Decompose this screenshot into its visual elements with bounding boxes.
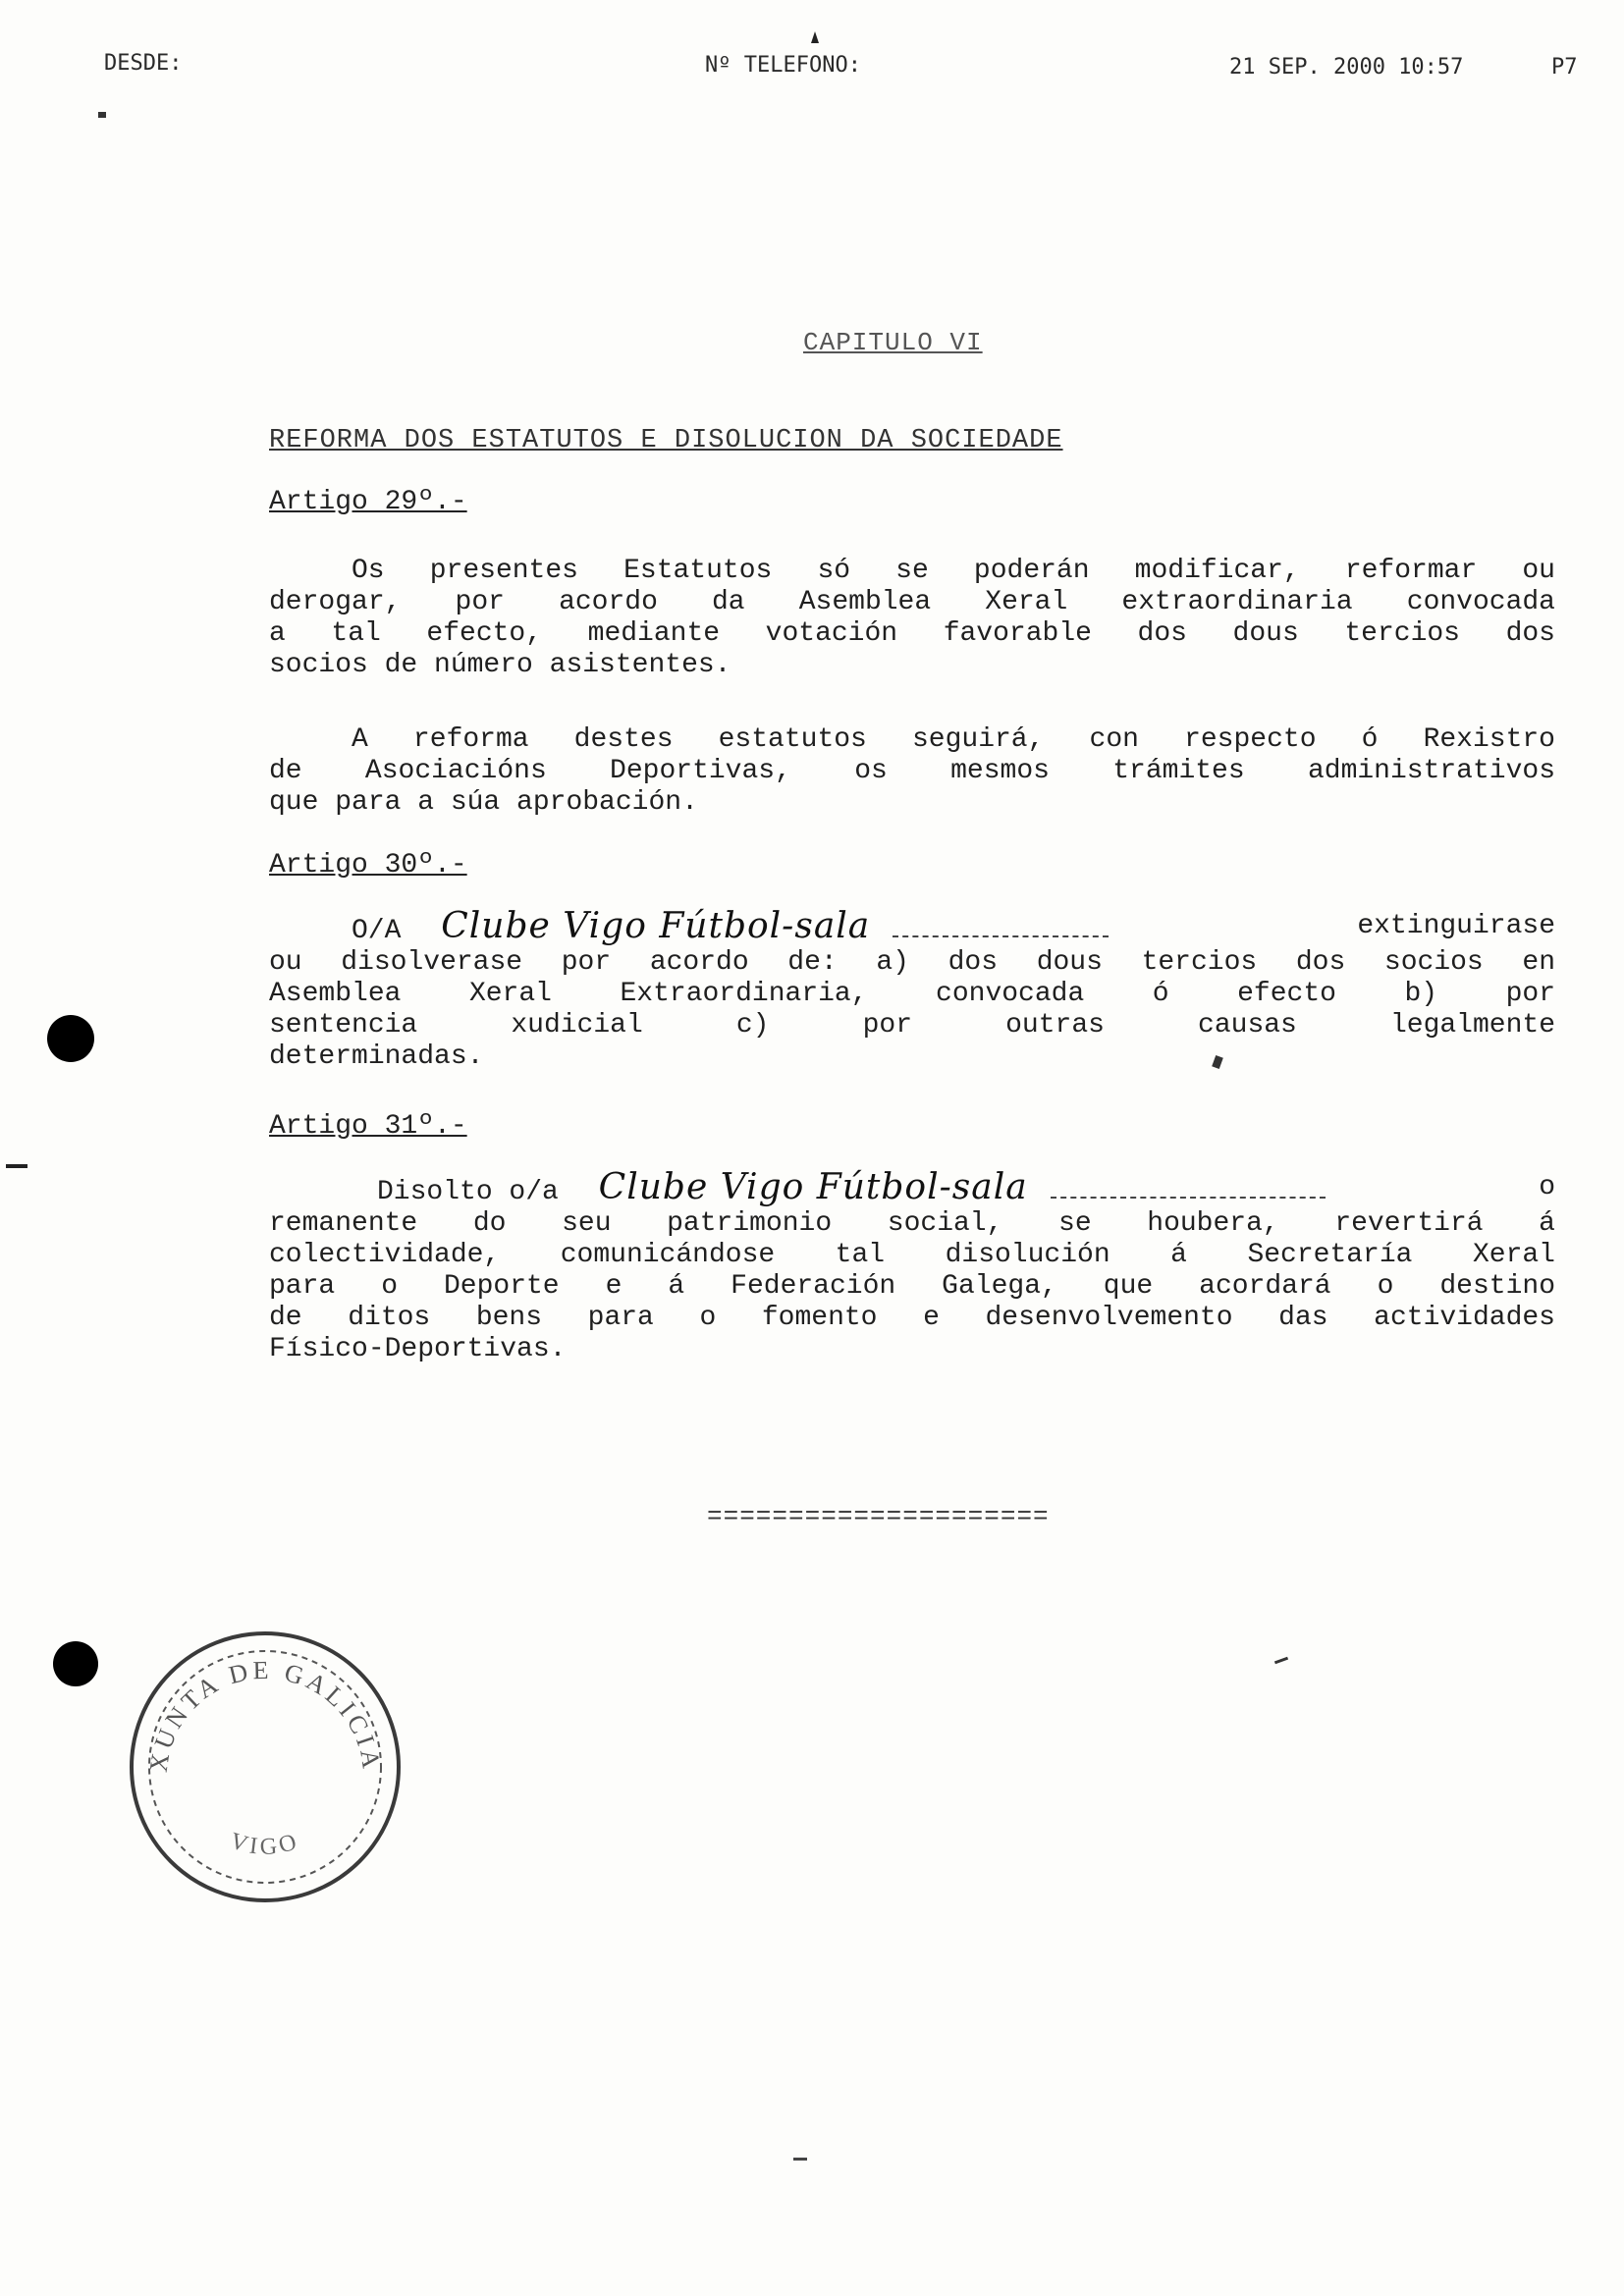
article-31-prefix: Disolto o/a — [377, 1177, 559, 1207]
text-line: Físico-Deportivas. — [269, 1334, 567, 1364]
handwritten-club-name: Clube Vigo Fútbol-sala — [598, 1167, 1028, 1207]
scan-mark — [1274, 1657, 1288, 1665]
text-line: Os presentes Estatutos só se poderán modificar, reformar ou — [352, 556, 1555, 586]
section-divider: ===================== — [707, 1502, 1050, 1531]
fax-datetime: 21 SEP. 2000 10:57 — [1229, 55, 1464, 80]
punch-hole — [47, 1015, 94, 1062]
text-line: ou disolverase por acordo de: a) dos dous tercios dos socios en — [269, 947, 1555, 978]
scan-mark — [793, 2158, 807, 2161]
scan-mark — [98, 112, 106, 118]
article-30-paragraph — [269, 906, 1555, 1073]
text-line: derogar, por acordo da Asemblea Xeral extraordinaria convocada — [269, 587, 1555, 617]
handwritten-club-name: Clube Vigo Fútbol-sala — [441, 906, 871, 946]
fill-in-blank — [893, 912, 1109, 937]
text-line: remanente do seu patrimonio social, se houbera, revertirá á — [269, 1208, 1555, 1239]
official-stamp — [118, 1620, 412, 1914]
text-line — [269, 906, 1555, 947]
text-line: Asemblea Xeral Extraordinaria, convocada ó efecto b) por — [269, 979, 1555, 1009]
text-line: de ditos bens para o fomento e desenvolvemento das actividades — [269, 1303, 1555, 1333]
article-31-heading: Artigo 31º.- — [269, 1111, 467, 1142]
article-30-verb: extinguirase — [1357, 911, 1555, 941]
text-line: para o Deporte e á Federación Galega, que acordará o destino — [269, 1271, 1555, 1302]
fax-from-label: DESDE: — [104, 51, 183, 76]
article-31-paragraph — [269, 1167, 1555, 1365]
fax-page-number: P7 — [1551, 55, 1578, 80]
scan-mark — [6, 1164, 27, 1168]
article-29-paragraph-1 — [269, 556, 1555, 681]
punch-hole — [53, 1641, 98, 1686]
article-31-article-word: o — [1539, 1172, 1555, 1202]
text-line: que para a súa aprobación. — [269, 787, 698, 818]
text-line: sentencia xudicial c) por outras causas legalmente — [269, 1010, 1555, 1041]
text-line — [269, 1167, 1555, 1208]
fax-marker-icon — [811, 31, 819, 43]
stamp-bottom-text: VIGO — [227, 1828, 303, 1861]
article-30-heading: Artigo 30º.- — [269, 850, 467, 881]
text-line: de Asociacións Deportivas, os mesmos trámites administrativos — [269, 756, 1555, 786]
section-title: REFORMA DOS ESTATUTOS E DISOLUCION DA SOCIEDADE — [269, 426, 1063, 455]
fill-in-blank — [1051, 1173, 1326, 1199]
text-line: determinadas. — [269, 1041, 484, 1072]
article-30-prefix: O/A — [352, 916, 402, 946]
text-line: colectividade, comunicándose tal disolución á Secretaría Xeral — [269, 1240, 1555, 1270]
article-29-paragraph-2 — [269, 724, 1555, 819]
text-line: A reforma destes estatutos seguirá, con respecto ó Rexistro — [352, 724, 1555, 755]
fax-phone-label: Nº TELEFONO: — [705, 53, 861, 78]
article-29-heading: Artigo 29º.- — [269, 487, 467, 517]
chapter-title: CAPITULO VI — [803, 328, 983, 357]
stamp-top-text: XUNTA DE GALICIA — [143, 1655, 387, 1775]
text-line: a tal efecto, mediante votación favorable dos dous tercios dos — [269, 618, 1555, 649]
text-line: socios de número asistentes. — [269, 650, 731, 680]
